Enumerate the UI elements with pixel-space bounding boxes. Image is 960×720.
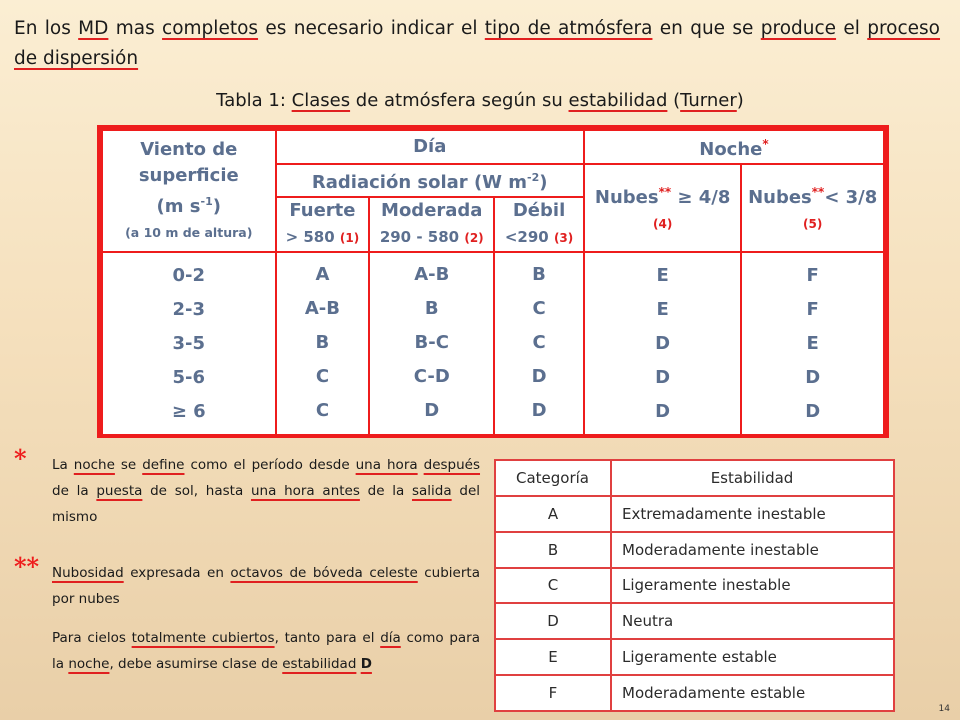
table-row: E Ligeramente estable <box>495 639 894 675</box>
weak-header: Débil <290 (3) <box>494 197 584 252</box>
table-row: B Moderadamente inestable <box>495 532 894 568</box>
footnote-overcast: Para cielos totalmente cubiertos, tanto para el día como para la noche, debe asumirse clase de estabilidad D <box>52 630 480 672</box>
link-tipo-atmosfera: tipo de atmósfera <box>484 18 653 39</box>
footnote-night-definition: La noche se define como el período desde una hora después de la puesta de sol, hasta una hora antes de la salida del mismo <box>52 457 481 525</box>
strong-header: Fuerte > 580 (1) <box>276 197 370 252</box>
table-row: A Extremadamente inestable <box>495 496 894 532</box>
link-produce: produce <box>760 18 837 39</box>
category-table-header: Categoría Estabilidad <box>495 460 894 496</box>
night-cloudy-header: Nubes** ≥ 4/8 (4) <box>584 164 741 252</box>
table-caption: Tabla 1: Clases de atmósfera según su estabilidad (Turner) <box>216 90 744 111</box>
moderate-header: Moderada 290 - 580 (2) <box>369 197 494 252</box>
day-header: Día <box>276 130 584 164</box>
night-clear-column: F F E D D <box>741 252 884 434</box>
category-table <box>494 459 895 712</box>
table-row: C Ligeramente inestable <box>495 568 894 604</box>
footnote-star-single: * <box>14 444 27 473</box>
page-number: 14 <box>938 704 950 714</box>
link-md: MD <box>78 18 109 39</box>
night-cloudy-column: E E D D D <box>584 252 741 434</box>
link-proceso-dispersion: proceso de dispersión <box>14 18 941 69</box>
moderate-column: A-B B B-C C-D D <box>369 252 494 434</box>
night-header: Noche* <box>584 130 884 164</box>
wind-speed-column: 0-2 2-3 3-5 5-6 ≥ 6 <box>102 252 276 434</box>
radiation-header: Radiación solar (W $m^{-2}$) <box>276 164 584 197</box>
table-row: D Neutra <box>495 603 894 639</box>
intro-paragraph: En los MD mas completos es necesario indicar el tipo de atmósfera en que se produce el proceso de dispersión <box>14 18 941 69</box>
night-clear-header: Nubes**< 3/8 (5) <box>741 164 884 252</box>
strong-column: A A-B B C C <box>276 252 370 434</box>
wind-header: Viento de superficie (m $s^{-1}$) (a 10 m de altura) <box>102 130 276 252</box>
footnote-cloudiness: Nubosidad expresada en octavos de bóveda celeste cubierta por nubes <box>52 565 480 607</box>
table-row: F Moderadamente estable <box>495 675 894 711</box>
link-completos: completos <box>162 18 259 39</box>
turner-table <box>97 125 889 438</box>
footnote-star-double: ** <box>14 552 40 581</box>
weak-column: B C C D D <box>494 252 584 434</box>
